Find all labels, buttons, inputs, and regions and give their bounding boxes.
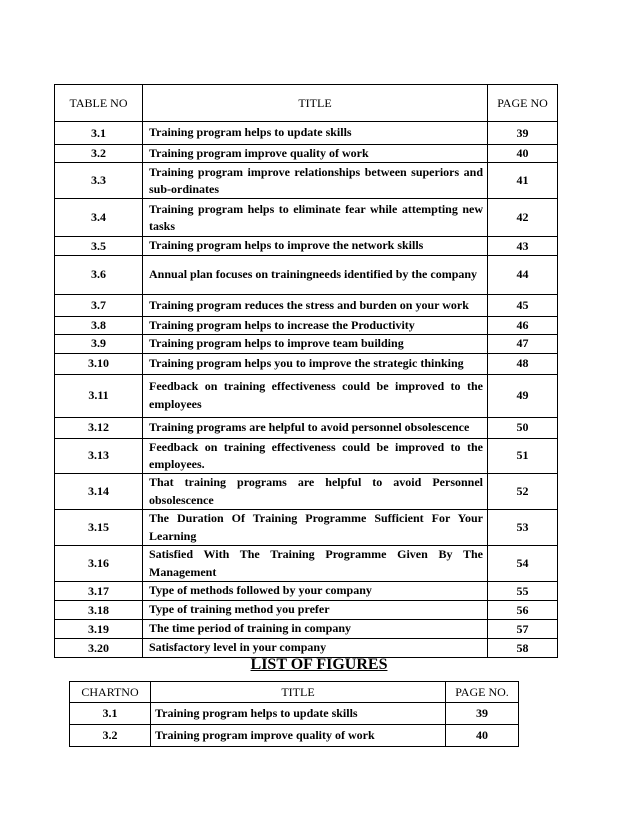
figures-body: [70, 703, 519, 747]
figure-cell-no: 3.2: [70, 725, 151, 747]
figure-cell-page: 40: [446, 725, 519, 747]
table-row: [55, 199, 558, 237]
table-row: [55, 353, 558, 374]
table-cell-no: 3.13: [55, 438, 143, 474]
table-header-row: [55, 85, 558, 122]
header-figure-page-no: PAGE NO.: [446, 682, 519, 703]
table-cell-title: Training program helps to improve the network skills: [143, 237, 488, 255]
table-cell-page: 49: [488, 374, 558, 417]
table-row: [55, 546, 558, 582]
table-row: [55, 255, 558, 294]
table-cell-title: Training programs are helpful to avoid personnel obsolescence: [143, 417, 488, 438]
table-row: [55, 510, 558, 546]
table-cell-no: 3.2: [55, 145, 143, 163]
figures-header-row: [70, 682, 519, 703]
table-cell-page: 46: [488, 316, 558, 334]
table-row: [55, 145, 558, 163]
table-cell-title: Training program improve quality of work: [143, 145, 488, 163]
table-cell-page: 51: [488, 438, 558, 474]
table-cell-title: Training program helps to eliminate fear while attempting new tasks: [143, 199, 488, 237]
table-cell-page: 42: [488, 199, 558, 237]
table-row: [55, 417, 558, 438]
table-cell-page: 45: [488, 294, 558, 316]
table-cell-page: 39: [488, 122, 558, 145]
table-cell-title: Training program reduces the stress and burden on your work: [143, 294, 488, 316]
header-figure-title: TITLE: [151, 682, 446, 703]
table-cell-page: 58: [488, 639, 558, 658]
table-cell-page: 57: [488, 620, 558, 639]
header-chart-no: CHARTNO: [70, 682, 151, 703]
table-cell-no: 3.6: [55, 255, 143, 294]
table-row: [55, 474, 558, 510]
table-row: [55, 122, 558, 145]
table-cell-no: 3.7: [55, 294, 143, 316]
table-cell-page: 47: [488, 335, 558, 353]
table-cell-page: 56: [488, 601, 558, 620]
table-cell-page: 50: [488, 417, 558, 438]
figure-cell-title: Training program improve quality of work: [151, 725, 446, 747]
table-cell-page: 48: [488, 353, 558, 374]
table-cell-no: 3.15: [55, 510, 143, 546]
table-cell-title: Feedback on training effectiveness could be improved to the employees.: [143, 438, 488, 474]
header-table-no: TABLE NO: [55, 85, 143, 122]
header-page-no: PAGE NO: [488, 85, 558, 122]
table-cell-no: 3.14: [55, 474, 143, 510]
table-cell-title: Feedback on training effectiveness could be improved to the employees: [143, 374, 488, 417]
figure-row: [70, 703, 519, 725]
table-cell-title: Training program helps to update skills: [143, 122, 488, 145]
table-cell-page: 44: [488, 255, 558, 294]
table-cell-title: Annual plan focuses on trainingneeds identified by the company: [143, 255, 488, 294]
table-cell-title: That training programs are helpful to avoid Personnel obsolescence: [143, 474, 488, 510]
table-cell-no: 3.3: [55, 163, 143, 199]
list-of-figures: [69, 681, 519, 747]
table-cell-no: 3.9: [55, 335, 143, 353]
figure-cell-page: 39: [446, 703, 519, 725]
table-cell-no: 3.4: [55, 199, 143, 237]
table-cell-title: The time period of training in company: [143, 620, 488, 639]
table-cell-page: 41: [488, 163, 558, 199]
table-row: [55, 374, 558, 417]
table-cell-title: The Duration Of Training Programme Sufficient For Your Learning: [143, 510, 488, 546]
table-cell-page: 53: [488, 510, 558, 546]
table-row: [55, 335, 558, 353]
table-cell-title: Training program helps you to improve the strategic thinking: [143, 353, 488, 374]
table-cell-no: 3.5: [55, 237, 143, 255]
table-row: [55, 316, 558, 334]
table-row: [55, 163, 558, 199]
table-row: [55, 582, 558, 601]
table-cell-no: 3.16: [55, 546, 143, 582]
table-cell-no: 3.11: [55, 374, 143, 417]
tables-body: [55, 122, 558, 658]
table-cell-title: Type of training method you prefer: [143, 601, 488, 620]
table-row: [55, 639, 558, 658]
figure-cell-title: Training program helps to update skills: [151, 703, 446, 725]
table-cell-no: 3.17: [55, 582, 143, 601]
table-cell-title: Type of methods followed by your company: [143, 582, 488, 601]
table-row: [55, 620, 558, 639]
table-cell-title: Training program improve relationships between superiors and sub-ordinates: [143, 163, 488, 199]
table-cell-title: Training program helps to increase the Productivity: [143, 316, 488, 334]
table-cell-title: Satisfactory level in your company: [143, 639, 488, 658]
table-cell-no: 3.19: [55, 620, 143, 639]
table-cell-no: 3.18: [55, 601, 143, 620]
table-cell-no: 3.12: [55, 417, 143, 438]
table-cell-page: 54: [488, 546, 558, 582]
table-cell-no: 3.8: [55, 316, 143, 334]
table-cell-no: 3.1: [55, 122, 143, 145]
table-row: [55, 601, 558, 620]
table-cell-page: 55: [488, 582, 558, 601]
table-cell-title: Training program helps to improve team building: [143, 335, 488, 353]
table-cell-no: 3.20: [55, 639, 143, 658]
list-of-figures-heading: LIST OF FIGURES: [250, 656, 388, 673]
table-cell-no: 3.10: [55, 353, 143, 374]
table-cell-page: 40: [488, 145, 558, 163]
figure-cell-no: 3.1: [70, 703, 151, 725]
figure-row: [70, 725, 519, 747]
table-row: [55, 237, 558, 255]
table-cell-page: 43: [488, 237, 558, 255]
table-row: [55, 438, 558, 474]
table-cell-page: 52: [488, 474, 558, 510]
header-title: TITLE: [143, 85, 488, 122]
table-cell-title: Satisfied With The Training Programme Given By The Management: [143, 546, 488, 582]
table-row: [55, 294, 558, 316]
list-of-tables: [54, 84, 558, 658]
